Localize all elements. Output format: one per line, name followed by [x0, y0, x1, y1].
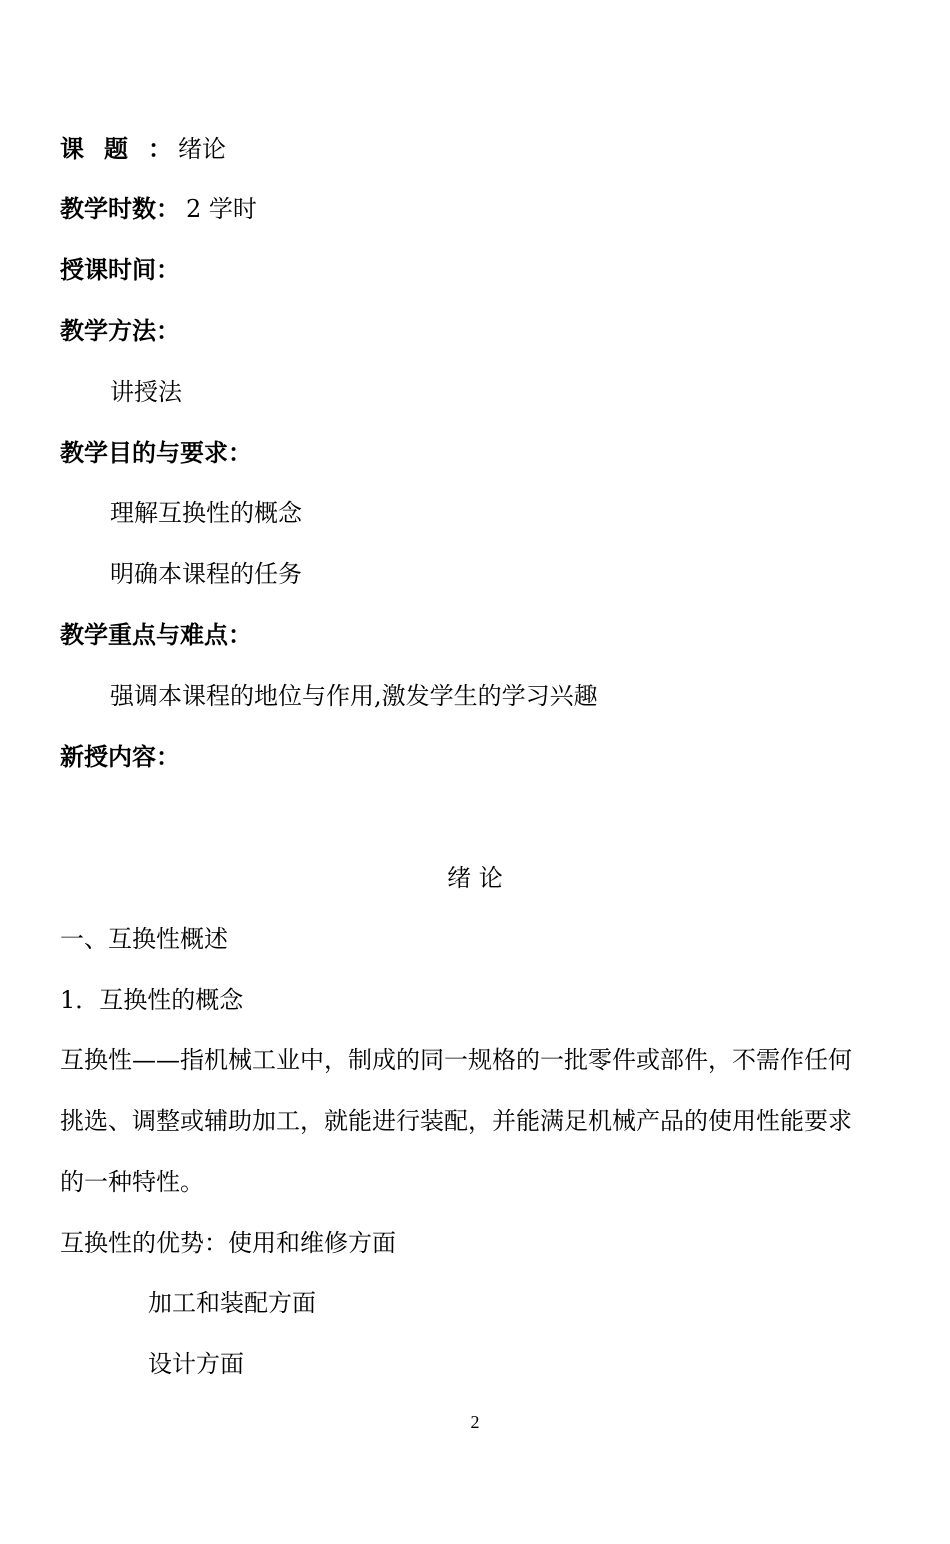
definition-line-1: 互换性——指机械工业中，制成的同一规格的一批零件或部件，不需作任何 — [60, 1046, 852, 1074]
time-label: 授课时间： — [60, 256, 180, 284]
advantages-label: 互换性的优势： — [60, 1229, 228, 1257]
focus-label: 教学重点与难点： — [60, 621, 252, 649]
heading-1: 一、互换性概述 — [60, 925, 228, 953]
method-value: 讲授法 — [110, 378, 182, 406]
advantage-item-1: 使用和维修方面 — [228, 1229, 396, 1257]
hours-row — [60, 194, 257, 224]
goals-label: 教学目的与要求： — [60, 439, 252, 467]
definition-line-2: 挑选、调整或辅助加工，就能进行装配，并能满足机械产品的使用性能要求 — [60, 1107, 852, 1135]
advantage-item-3: 设计方面 — [148, 1350, 244, 1378]
heading-1-1: 1．互换性的概念 — [60, 986, 244, 1014]
hours-label: 教学时数： — [60, 195, 180, 223]
goal-item-2: 明确本课程的任务 — [110, 560, 302, 588]
topic-value: 绪论 — [178, 135, 226, 163]
method-label: 教学方法： — [60, 317, 180, 345]
focus-value: 强调本课程的地位与作用,激发学生的学习兴趣 — [110, 682, 598, 710]
topic-row — [60, 134, 226, 164]
content-label: 新授内容： — [60, 743, 180, 771]
advantage-item-2: 加工和装配方面 — [148, 1289, 316, 1317]
topic-label-part-2: 题： — [104, 135, 172, 163]
topic-label-part-1: 课 — [60, 135, 104, 163]
hours-value: 2 学时 — [186, 195, 257, 223]
goal-item-1: 理解互换性的概念 — [110, 499, 302, 527]
definition-line-3: 的一种特性。 — [60, 1168, 204, 1196]
advantages-row — [60, 1228, 396, 1258]
topic-label — [60, 134, 172, 164]
section-title: 绪 论 — [447, 864, 503, 892]
page-number: 2 — [470, 1412, 480, 1432]
